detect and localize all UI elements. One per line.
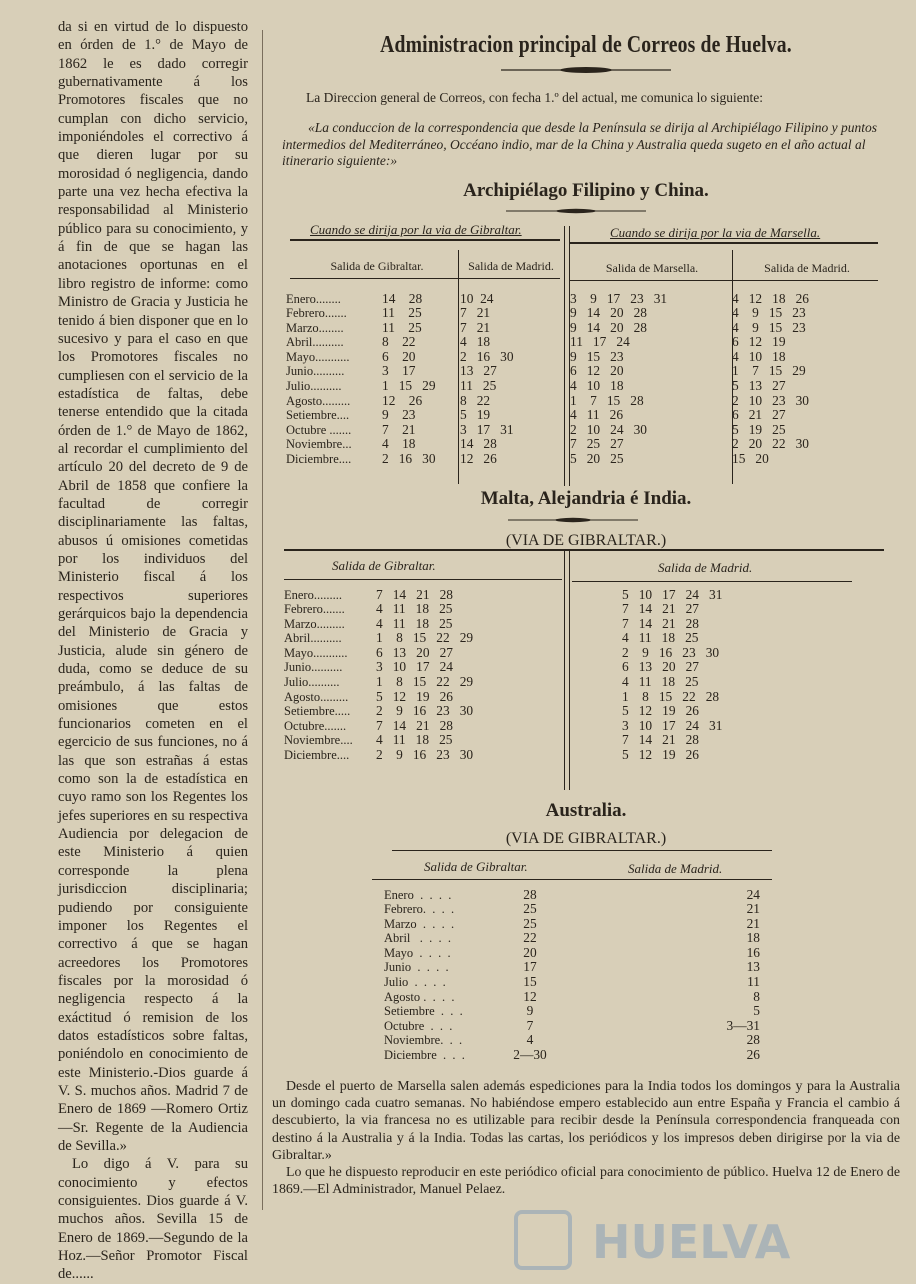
month-cell: Marzo . . . . — [384, 916, 455, 931]
madrid-dates-cell: 12 26 — [460, 451, 497, 467]
madrid-dates-cell: 21 — [746, 901, 760, 917]
madrid-dates-cell: 14 28 — [460, 436, 497, 452]
marsella-dates-cell: 4 11 26 — [570, 407, 624, 423]
column-header: Salida de Madrid. — [658, 559, 753, 575]
gibraltar-dates-cell: 7 — [526, 1017, 534, 1033]
ornament-divider — [501, 64, 671, 76]
left-paragraph-closing: Lo digo á V. para su conocimiento y efectos consiguientes. Dios guarde á V. muchos años. Sevilla 15 de Enero de 1869.—Segundo de la Hoz.—Señor Promotor Fiscal de...... — [58, 1156, 248, 1283]
table-row — [384, 888, 760, 903]
madrid-dates-cell: 7 14 21 28 — [622, 615, 699, 631]
madrid-dates-cell: 3—31 — [726, 1017, 760, 1033]
madrid-dates-cell: 5 12 19 26 — [622, 703, 699, 719]
intro-text: La Direccion general de Correos, con fecha 1.º del actual, me comunica lo siguiente: — [306, 90, 763, 105]
via-gibraltar-heading: Cuando se dirija por la via de Gibraltar. — [310, 221, 522, 237]
month-cell: Octubre . . . — [384, 1018, 453, 1033]
madrid-dates-cell: 4 12 18 26 — [732, 290, 809, 306]
gibraltar-dates-cell: 4 18 — [382, 436, 416, 452]
month-cell: Agosto......... — [284, 689, 349, 704]
rule — [284, 549, 884, 551]
table-row — [286, 335, 872, 350]
column-header: Salida de Madrid. — [764, 260, 850, 275]
madrid-dates-cell: 2 16 30 — [460, 348, 514, 364]
table-row — [286, 292, 872, 307]
left-paragraph-decree: da si en virtud de lo dispuesto en órden de 1.° de Mayo de 1862 le es dado corregir gubernativamente á los Promotores fiscales que no cumplan con dicho servicio, imponiéndoles el correctivo á que dieren lugar por su morosidad ó negligencia, dando parte una vez hecha efectiva la responsabilidad al Ministerio público para su conocimiento, y á fin de que se hagan las anotaciones oportunas en el libro registro de informe: como Ministro de Gracia y Justicia he tenido á bien disponer que en lo sucesivo y para el caso en que los Promotores fiscales no cumpliesen con el servicio de la estadística de faltas, debe tenerse entendido que la citada órden de 1.° de Mayo de 1862, al recordar el cumplimiento del artículo 20 del decreto de 9 de Abril de 1858 que confiere la facultad de corregir disciplinariamente las faltas, abusos ú omisiones cometidas por los individuos del Ministerio fiscal á los respectivos superiores gerárquicos bajo la dependencia del Ministerio de Gracia y Justicia, alude sin género de duda, como se deduce de su preámbulo, á las faltas de omisiones que estos funcionarios cometen en el egercicio de sus funciones, no á las que son estrañas á estas como son la de estadística en cuyo ramo son los Regentes los jefes superiores en su respectiva Audiencia por delegacion de este Ministerio á quien corresponde la plena jurisdiccion disciplinaria; pudiendo por consiguiente imponer los Regentes el correctivo á que se hagan acreedores los Promotores fiscales por la morosidad ó negligencia respecto á la exáctitud ó remision de los datos estadísticos sobre faltas, poniéndolo en conocimiento de este Ministerio.-Dios guarde á V. S. muchos años. Madrid 7 de Enero de 1869 —Romero Ortiz —Sr. Regente de la Audiencia de Sevilla.» — [58, 19, 248, 1154]
table-row — [284, 631, 842, 646]
gibraltar-dates-cell: 25 — [523, 915, 537, 931]
shield-icon — [516, 1212, 570, 1268]
table-row — [286, 379, 872, 394]
table-row — [286, 452, 872, 467]
table-row — [284, 748, 842, 763]
signature-paragraph: Lo que he dispuesto reproducir en este periódico oficial para conocimiento de público. Huelva 12 de Enero de 1869.—El Administrador, Manuel Pelaez. — [272, 1165, 900, 1198]
quote-text: «La conduccion de la correspondencia que desde la Península se dirija al Archipiélago Filipino y puntos intermedios del Mediterráneo, Occéano indio, mar de la China y Australia queda sugeto en el año actual al itinerario siguiente:» — [282, 120, 878, 168]
gibraltar-dates-cell: 5 12 19 26 — [376, 688, 453, 704]
month-cell: Junio . . . . — [384, 960, 449, 975]
gibraltar-dates-cell: 1 8 15 22 29 — [376, 630, 474, 646]
table-row — [286, 350, 872, 365]
rule — [290, 239, 560, 241]
month-cell: Diciembre.... — [286, 452, 352, 467]
rule — [570, 242, 878, 244]
via-marsella-heading: Cuando se dirija por la via de Marsella. — [610, 224, 821, 240]
table-row — [384, 1033, 760, 1048]
table-row — [284, 675, 842, 690]
month-cell: Julio . . . . — [384, 975, 446, 990]
madrid-dates-cell: 4 18 — [460, 334, 491, 350]
table-row — [286, 408, 872, 423]
marsella-dates-cell: 5 20 25 — [570, 451, 624, 467]
gibraltar-dates-cell: 7 14 21 28 — [376, 586, 453, 602]
gibraltar-dates-cell: 22 — [523, 930, 537, 946]
schedule-table-filipinas — [286, 292, 872, 467]
madrid-dates-cell: 10 24 — [460, 290, 494, 306]
table-row — [286, 394, 872, 409]
marsella-dates-cell: 6 12 20 — [570, 363, 624, 379]
marsella-dates-cell: 2 10 24 30 — [570, 421, 647, 437]
month-cell: Mayo . . . . — [384, 945, 451, 960]
gibraltar-dates-cell: 3 17 — [382, 363, 416, 379]
ornament-divider — [508, 516, 638, 524]
madrid-dates-cell: 1 8 15 22 28 — [622, 688, 720, 704]
madrid-dates-cell: 28 — [746, 1032, 760, 1048]
madrid-dates-cell: 5 13 27 — [732, 378, 786, 394]
month-cell: Febrero....... — [284, 602, 345, 617]
table-row — [384, 946, 760, 961]
madrid-dates-cell: 3 10 17 24 31 — [622, 717, 723, 733]
table-row — [384, 902, 760, 917]
column-header: Salida de Gibraltar. — [332, 557, 436, 573]
month-cell: Diciembre . . . — [384, 1048, 465, 1063]
madrid-dates-cell: 5 10 17 24 31 — [622, 586, 723, 602]
table-row — [284, 646, 842, 661]
madrid-dates-cell: 13 27 — [460, 363, 497, 379]
gibraltar-dates-cell: 9 23 — [382, 407, 416, 423]
gibraltar-dates-cell: 4 11 18 25 — [376, 732, 453, 748]
madrid-dates-cell: 18 — [746, 930, 760, 946]
marsella-dates-cell: 4 10 18 — [570, 378, 624, 394]
month-cell: Setiembre..... — [284, 704, 351, 719]
gibraltar-dates-cell: 11 25 — [382, 319, 422, 335]
section-title-filipinas: Archipiélago Filipino y China. — [463, 179, 709, 201]
madrid-dates-cell: 6 21 27 — [732, 407, 786, 423]
month-cell: Abril.......... — [284, 631, 342, 646]
right-column — [272, 28, 900, 1086]
schedule-table-malta — [284, 588, 842, 763]
gibraltar-dates-cell: 12 26 — [382, 392, 423, 408]
gibraltar-dates-cell: 2 9 16 23 30 — [376, 747, 474, 763]
gibraltar-dates-cell: 7 14 21 28 — [376, 717, 453, 733]
column-header: Salida de Madrid. — [468, 258, 554, 273]
rule — [570, 280, 878, 281]
gibraltar-dates-cell: 11 25 — [382, 305, 422, 321]
marsella-dates-cell: 3 9 17 23 31 — [570, 290, 668, 306]
month-cell: Junio.......... — [284, 660, 343, 675]
month-cell: Abril.......... — [286, 335, 344, 350]
gibraltar-dates-cell: 28 — [523, 886, 537, 902]
table-row — [284, 733, 842, 748]
madrid-dates-cell: 5 — [753, 1003, 760, 1019]
madrid-dates-cell: 11 25 — [460, 378, 497, 394]
gibraltar-dates-cell: 25 — [523, 901, 537, 917]
madrid-dates-cell: 4 9 15 23 — [732, 319, 806, 335]
rule — [284, 579, 562, 580]
closing-paragraph: Desde el puerto de Marsella salen además espediciones para la India todos los domingos y para la Australia un domingo cada cuatro semanas. No habiéndose empero establecido aun entre España y Francia el cambio á descubierto, la via francesa no es utilizable para recibir desde la Península correspondencia franqueada con destino á la Australia y á la India. Todas las cartas, los periódicos y los impresos deben dirigirse por la via de Gibraltar.» — [272, 1079, 900, 1163]
month-cell: Agosto . . . . — [384, 989, 455, 1004]
marsella-dates-cell: 11 17 24 — [570, 334, 630, 350]
section-title-australia: Australia. — [545, 799, 627, 821]
madrid-dates-cell: 5 12 19 26 — [622, 747, 699, 763]
month-cell: Marzo........ — [286, 320, 344, 335]
month-cell: Julio.......... — [284, 675, 340, 690]
rule — [572, 581, 852, 582]
madrid-dates-cell: 7 14 21 27 — [622, 601, 699, 617]
table-row — [284, 719, 842, 734]
month-cell: Abril . . . . — [384, 931, 452, 946]
table-row — [284, 660, 842, 675]
table-row — [384, 1048, 760, 1063]
madrid-dates-cell: 16 — [746, 944, 760, 960]
table-row — [384, 960, 760, 975]
gibraltar-dates-cell: 7 21 — [382, 421, 416, 437]
gibraltar-dates-cell: 2 9 16 23 30 — [376, 703, 474, 719]
madrid-dates-cell: 3 17 31 — [460, 421, 514, 437]
month-cell: Diciembre.... — [284, 748, 350, 763]
gibraltar-dates-cell: 12 — [523, 988, 537, 1004]
month-cell: Marzo......... — [284, 616, 345, 631]
month-cell: Junio.......... — [286, 364, 345, 379]
gibraltar-dates-cell: 2—30 — [513, 1047, 547, 1063]
madrid-dates-cell: 7 21 — [460, 319, 491, 335]
marsella-dates-cell: 7 25 27 — [570, 436, 624, 452]
via-gibraltar-label: (VIA DE GIBRALTAR.) — [505, 829, 667, 847]
madrid-dates-cell: 26 — [746, 1047, 760, 1063]
madrid-dates-cell: 15 20 — [732, 451, 769, 467]
madrid-dates-cell: 21 — [746, 915, 760, 931]
watermark-logo — [512, 1204, 842, 1274]
gibraltar-dates-cell: 4 — [526, 1032, 534, 1048]
madrid-dates-cell: 8 — [753, 988, 760, 1004]
gibraltar-dates-cell: 9 — [526, 1003, 534, 1019]
month-cell: Agosto......... — [286, 393, 351, 408]
section-filipinas — [272, 180, 900, 488]
column-header: Salida de Gibraltar. — [330, 258, 424, 273]
madrid-dates-cell: 4 11 18 25 — [622, 674, 699, 690]
month-cell: Mayo........... — [286, 349, 350, 364]
month-cell: Setiembre.... — [286, 408, 350, 423]
month-cell: Noviembre.... — [284, 733, 353, 748]
madrid-dates-cell: 6 13 20 27 — [622, 659, 699, 675]
madrid-dates-cell: 8 22 — [460, 392, 491, 408]
column-header: Salida de Marsella. — [605, 260, 699, 275]
gibraltar-dates-cell: 4 11 18 25 — [376, 601, 453, 617]
month-cell: Octubre ....... — [286, 422, 352, 437]
gibraltar-dates-cell: 14 28 — [382, 290, 423, 306]
gibraltar-dates-cell: 8 22 — [382, 334, 416, 350]
marsella-dates-cell: 9 14 20 28 — [570, 305, 647, 321]
madrid-dates-cell: 4 10 18 — [732, 348, 786, 364]
schedule-table-australia — [384, 888, 760, 1063]
table-row — [284, 704, 842, 719]
table-row — [384, 975, 760, 990]
month-cell: Octubre....... — [284, 718, 347, 733]
madrid-dates-cell: 11 — [747, 974, 760, 990]
madrid-dates-cell: 4 11 18 25 — [622, 630, 699, 646]
month-cell: Enero......... — [284, 587, 342, 602]
gibraltar-dates-cell: 6 20 — [382, 348, 416, 364]
month-cell: Setiembre . . . — [384, 1004, 463, 1019]
gibraltar-dates-cell: 2 16 30 — [382, 451, 436, 467]
marsella-dates-cell: 1 7 15 28 — [570, 392, 644, 408]
madrid-dates-cell: 4 9 15 23 — [732, 305, 806, 321]
rule — [392, 850, 772, 851]
marsella-dates-cell: 9 15 23 — [570, 348, 624, 364]
column-divider — [262, 30, 263, 1210]
month-cell: Febrero....... — [286, 306, 347, 321]
marsella-dates-cell: 9 14 20 28 — [570, 319, 647, 335]
madrid-dates-cell: 2 20 22 30 — [732, 436, 809, 452]
gibraltar-dates-cell: 6 13 20 27 — [376, 644, 453, 660]
watermark-text: HUELVA — [592, 1215, 791, 1269]
madrid-dates-cell: 7 14 21 28 — [622, 732, 699, 748]
table-row — [286, 306, 872, 321]
gibraltar-dates-cell: 15 — [523, 974, 537, 990]
gibraltar-dates-cell: 1 15 29 — [382, 378, 436, 394]
gibraltar-dates-cell: 1 8 15 22 29 — [376, 674, 474, 690]
gibraltar-dates-cell: 20 — [523, 944, 537, 960]
table-row — [384, 1019, 760, 1034]
table-row — [284, 602, 842, 617]
table-row — [384, 917, 760, 932]
madrid-dates-cell: 2 10 23 30 — [732, 392, 809, 408]
gibraltar-dates-cell: 17 — [523, 959, 537, 975]
month-cell: Julio.......... — [286, 379, 342, 394]
table-row — [284, 588, 842, 603]
section-title-malta: Malta, Alejandria é India. — [480, 487, 692, 509]
gibraltar-dates-cell: 3 10 17 24 — [376, 659, 453, 675]
madrid-dates-cell: 6 12 19 — [732, 334, 786, 350]
column-header: Salida de Gibraltar. — [424, 858, 528, 874]
month-cell: Noviembre. . . — [384, 1033, 463, 1048]
madrid-dates-cell: 5 19 25 — [732, 421, 786, 437]
left-column-text — [58, 18, 248, 1284]
madrid-dates-cell: 7 21 — [460, 305, 491, 321]
section-australia — [272, 800, 900, 1086]
rule — [372, 879, 772, 880]
month-cell: Noviembre... — [286, 437, 352, 452]
ornament-divider — [506, 207, 646, 215]
via-gibraltar-label: (VIA DE GIBRALTAR.) — [505, 531, 667, 549]
section-malta — [272, 488, 900, 800]
table-row — [286, 364, 872, 379]
month-cell: Febrero. . . . — [384, 902, 455, 917]
madrid-dates-cell: 24 — [746, 886, 760, 902]
madrid-dates-cell: 1 7 15 29 — [732, 363, 806, 379]
table-row — [384, 931, 760, 946]
closing-text — [272, 1078, 900, 1198]
rule — [290, 278, 560, 279]
gibraltar-dates-cell: 4 11 18 25 — [376, 615, 453, 631]
madrid-dates-cell: 13 — [746, 959, 760, 975]
table-row — [284, 690, 842, 705]
month-cell: Enero . . . . — [384, 887, 452, 902]
table-row — [286, 423, 872, 438]
table-row — [384, 990, 760, 1005]
table-row — [384, 1004, 760, 1019]
page-title: Administracion principal de Correos de Huelva. — [380, 32, 792, 58]
month-cell: Mayo........... — [284, 645, 348, 660]
table-row — [284, 617, 842, 632]
table-row — [286, 321, 872, 336]
column-header: Salida de Madrid. — [628, 860, 723, 876]
madrid-dates-cell: 2 9 16 23 30 — [622, 644, 720, 660]
madrid-dates-cell: 5 19 — [460, 407, 491, 423]
table-row — [286, 437, 872, 452]
month-cell: Enero........ — [286, 291, 341, 306]
